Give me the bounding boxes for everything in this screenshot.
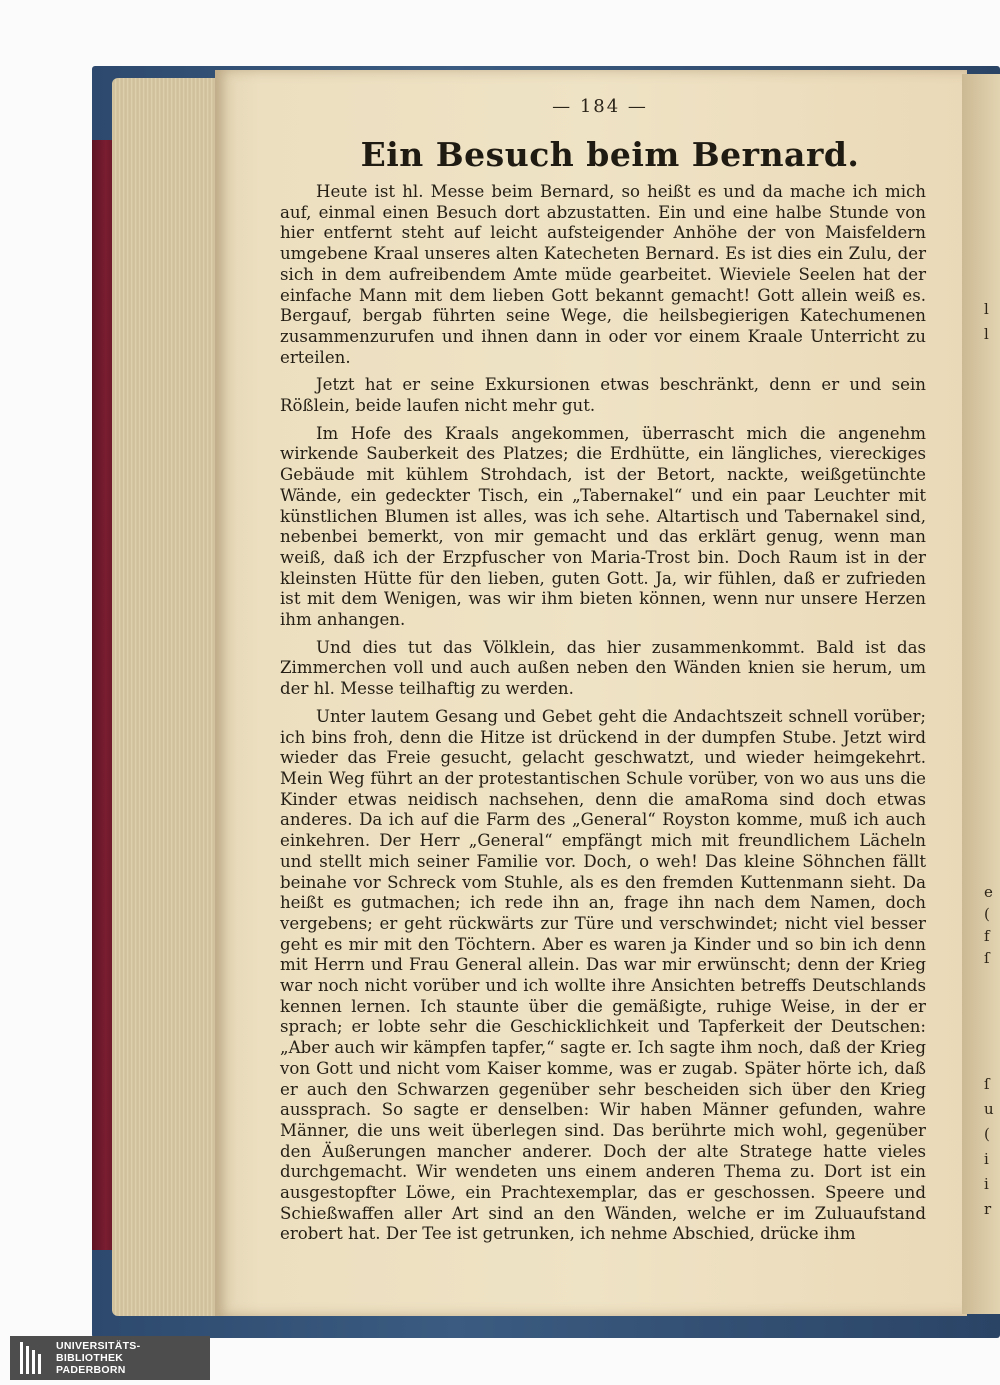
edge-letter: ( [984,905,990,923]
page-number: — 184 — [552,96,648,117]
edge-letter: l [984,300,989,318]
logo-text [56,1340,140,1376]
logo-line: BIBLIOTHEK [56,1352,124,1364]
edge-letter: ( [984,1125,990,1143]
edge-letter: e [984,883,993,901]
paragraph: Und dies tut das Völklein, das hier zusammenkommt. Bald ist das Zimmerchen voll und auch außen neben den Wänden knien sie herum, um der hl. Messe teilhaftig zu werden. [280,637,926,699]
logo-line: UNIVERSITÄTS- [56,1340,141,1352]
edge-letter: f [984,927,990,945]
page-title: Ein Besuch beim Bernard. [360,135,860,174]
paragraph: Jetzt hat er seine Exkursionen etwas beschränkt, denn er und sein Rößlein, beide laufen nicht mehr gut. [280,375,926,416]
edge-letter: ſ [984,1075,990,1093]
library-logo [10,1336,210,1380]
paragraph: Im Hofe des Kraals angekommen, überrascht mich die angenehm wirkende Sauberkeit des Platzes; die Erdhütte, ein längliches, viereckiges Gebäude mit kühlem Strohdach, ist der Betort, nackte, weißgetünchte Wände, ein gedeckter Tisch, ein „Tabernakel“ und ein paar Leuchter mit künstlichen Blumen ist alles, was ich sehe. Altartisch und Tabernakel sind, nebenbei bemerkt, von mir gemacht und das erklärt genug, wenn man weiß, daß ich der Erzpfuscher von Maria-Trost bin. Doch Raum ist in der kleinsten Hütte für den lieben, guten Gott. Ja, wir fühlen, daß er zufrieden ist mit dem Wenigen, was wir ihm bieten können, wenn nur unsere Herzen ihm anhangen. [280,423,926,630]
paragraph: Heute ist hl. Messe beim Bernard, so heißt es und da mache ich mich auf, einmal einen Besuch dort abzustatten. Ein und eine halbe Stunde von hier entfernt steht auf leicht aufsteigender Anhöhe der von Maisfeldern umgebene Kraal unseres alten Katecheten Bernard. Es ist dies ein Zulu, der sich in dem aufreibendem Amte müde gearbeitet. Wieviele Seelen hat der einfache Mann mit dem lieben Gott bekannt gemacht! Gott allein weiß es. Bergauf, bergab führten seine Wege, die heilsbegierigen Katechumenen zusammenzurufen und ihnen dann in oder vor einem Kraale Unterricht zu erteilen. [280,182,926,367]
edge-letter: l [984,325,989,343]
page-edges [112,78,222,1316]
edge-letter: r [984,1200,992,1218]
edge-letter: u [984,1100,994,1118]
logo-line: PADERBORN [56,1364,126,1376]
next-page-edge [962,74,1000,1314]
logo-bars-icon [20,1342,44,1374]
body-text [280,182,926,1252]
paragraph: Unter lautem Gesang und Gebet geht die Andachtszeit schnell vorüber; ich bins froh, denn die Hitze ist drückend in der dumpfen Stube. Jetzt wird wieder das Freie gesucht, gelacht geschwatzt, und wieder heimgekehrt. Mein Weg führt an der protestantischen Schule vorüber, von wo aus uns die Kinder etwas neidisch nachsehen, denn die amaRoma sind doch etwas anderes. Da ich auf die Farm des „General“ Royston komme, muß ich auch einkehren. Der Herr „General“ empfängt mich mit freundlichem Lächeln und stellt mich seiner Familie vor. Doch, o weh! Das kleine Söhnchen fällt beinahe vor Schreck vom Stuhle, als es den fremden Kuttenmann sieht. Da heißt es gutmachen; ich rede ihn an, frage ihn nach dem Namen, doch vergebens; er geht rückwärts zur Türe und verschwindet; nicht viel besser geht es mir mit den Töchtern. Aber es waren ja Kinder und so bin ich denn mit Herrn und Frau General allein. Das war mir erwünscht; denn der Krieg war noch nicht vorüber und ich wollte ihre Ansichten betreffs Deutschlands kennen lernen. Ich staunte über die gemäßigte, ruhige Weise, in der er sprach; er lobte sehr die Geschicklichkeit und Tapferkeit der Deutschen: „Aber auch wir kämpfen tapfer,“ sagte er. Ich sagte ihm noch, daß der Krieg von Gott und nicht vom Kaiser komme, was er zugab. Später hörte ich, daß er auch den Schwarzen gegenüber sehr bescheiden sich über den Krieg aussprach. So sagte er denselben: Wir haben Männer gefunden, wahre Männer, die uns weit überlegen sind. Das berührte mich wohl, gegenüber den Äußerungen mancher anderer. Doch der alte Stratege hatte vieles durchgemacht. Wir wendeten uns einem anderen Thema zu. Dort ist ein ausgestopfter Löwe, ein Prachtexemplar, das er geschossen. Speere und Schießwaffen aller Art sind an den Wänden, welche er im Zuluaufstand erobert hat. Der Tee ist getrunken, ich nehme Abschied, drücke ihm [280,706,926,1244]
edge-letter: i [984,1150,989,1168]
edge-letter: i [984,1175,989,1193]
edge-letter: ſ [984,949,990,967]
